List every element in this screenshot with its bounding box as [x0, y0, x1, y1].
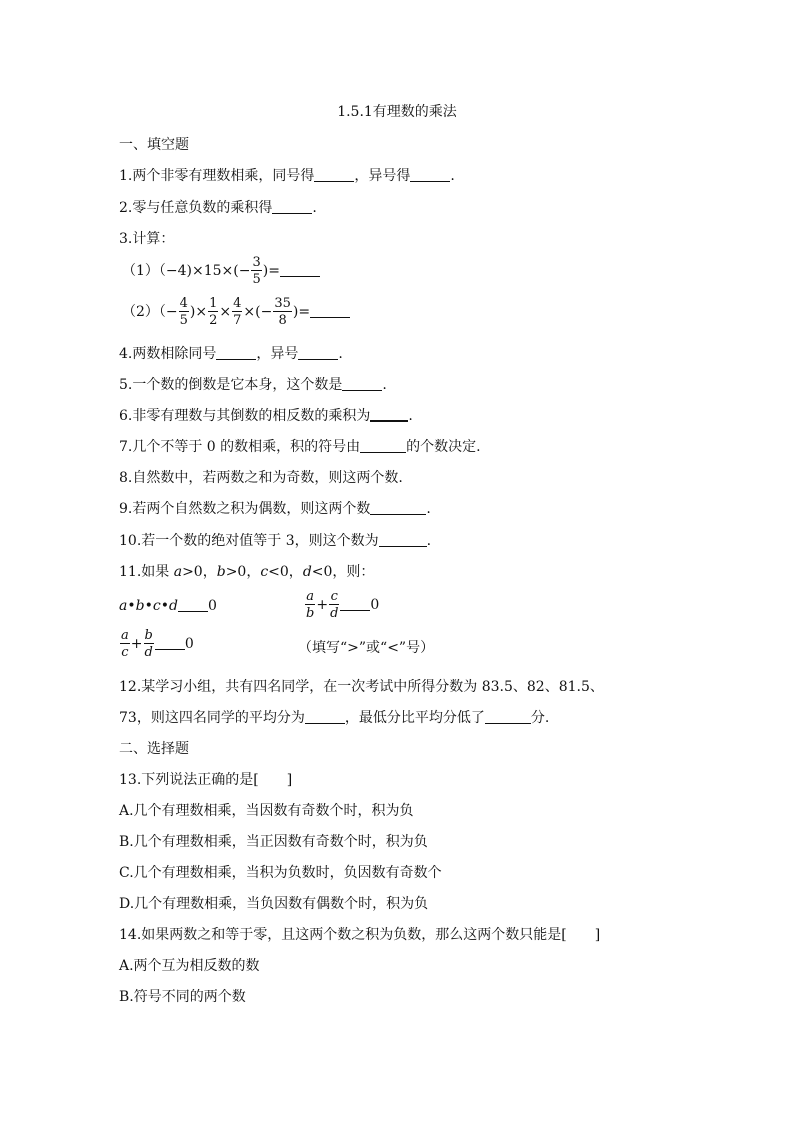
expression-text: 0 [370, 597, 380, 613]
expression-text: × [219, 304, 232, 320]
answer-blank[interactable] [216, 345, 256, 360]
question-3: 3.计算： [119, 231, 175, 247]
fraction [179, 297, 189, 327]
question-text: <0，则： [311, 564, 375, 580]
question-14: 14.如果两数之和等于零，且这两个数之积为负数，那么这两个数只能是[ ] [119, 927, 601, 943]
question-text: . [382, 377, 387, 393]
question-12-line-2 [119, 707, 549, 727]
dot: • [127, 598, 136, 614]
question-10 [119, 530, 431, 550]
expression-text: （2）（− [122, 304, 178, 320]
question-text: 2.零与任意负数的乘积得 [119, 200, 273, 216]
question-9 [119, 498, 431, 518]
answer-blank[interactable] [305, 709, 345, 724]
answer-blank[interactable] [379, 532, 427, 547]
fraction [232, 297, 242, 327]
question-text: ，异号得 [354, 168, 411, 184]
question-text: <0， [268, 564, 303, 580]
instruction-hint: （填写“>”或“<”号） [298, 640, 435, 656]
expression-text: 0 [207, 598, 217, 614]
question-text: 7.几个不等于 0 的数相乘，积的符号由 [119, 439, 361, 455]
numerator: 3 [252, 255, 261, 270]
answer-blank[interactable] [410, 167, 450, 182]
variable: a [173, 564, 183, 580]
question-text: . [450, 168, 455, 184]
question-text: ，最低分比平均分低了 [344, 710, 485, 726]
question-text: >0， [225, 564, 261, 580]
fraction [120, 629, 130, 659]
question-5 [119, 374, 387, 394]
answer-blank[interactable] [370, 406, 408, 422]
denominator: 5 [252, 272, 261, 287]
expression-text: )= [292, 304, 311, 320]
question-12-line-1: 12.某学习小组，共有四名同学，在一次考试中所得分数为 83.5、82、81.5、 [119, 679, 604, 695]
variable: d [302, 564, 312, 580]
question-text: 11.如果 [119, 564, 174, 580]
answer-blank[interactable] [314, 167, 354, 182]
question-text: 9.若两个自然数之积为偶数，则这两个数 [119, 501, 371, 517]
answer-blank[interactable] [340, 596, 370, 611]
question-2 [119, 197, 317, 217]
fraction [273, 297, 292, 327]
variable: a [119, 598, 128, 614]
question-text: . [312, 200, 317, 216]
numerator: 35 [274, 296, 291, 311]
variable: b [216, 564, 226, 580]
numerator: a [121, 628, 129, 643]
question-text: . [426, 533, 432, 549]
numerator: b [144, 628, 153, 643]
question-text: . [338, 346, 343, 362]
question-1 [119, 165, 455, 185]
answer-blank[interactable] [298, 345, 338, 360]
answer-blank[interactable] [310, 303, 350, 318]
variable: d [168, 598, 178, 614]
answer-blank[interactable] [342, 376, 382, 391]
dot: • [144, 598, 153, 614]
section-heading-choice: 二、选择题 [119, 741, 189, 757]
denominator: c [121, 645, 129, 660]
question-text: 73，则这四名同学的平均分为 [119, 710, 305, 726]
answer-blank[interactable] [178, 597, 208, 612]
question-3-part-1 [122, 256, 320, 286]
fraction [251, 256, 261, 286]
numerator: c [330, 589, 338, 604]
question-text: >0， [182, 564, 217, 580]
option-14-b[interactable]: B.符号不同的两个数 [119, 989, 246, 1005]
expression-text: 0 [184, 636, 194, 652]
fraction [144, 629, 154, 659]
denominator: 5 [179, 313, 188, 328]
answer-blank[interactable] [155, 635, 185, 650]
answer-blank[interactable] [360, 438, 406, 453]
denominator: 7 [233, 313, 242, 328]
variable: c [260, 564, 269, 580]
fraction [305, 590, 315, 620]
option-13-a[interactable]: A.几个有理数相乘，当因数有奇数个时，积为负 [119, 803, 414, 819]
question-7 [119, 436, 481, 456]
question-13: 13.下列说法正确的是[ ] [119, 772, 293, 788]
question-4 [119, 343, 343, 363]
question-11-expression-1 [119, 597, 217, 614]
variable: b [135, 598, 145, 614]
option-13-c[interactable]: C.几个有理数相乘，当积为负数时，负因数有奇数个 [119, 865, 442, 881]
question-text: 6.非零有理数与其倒数的相反数的乘积为 [119, 408, 371, 424]
question-6 [119, 405, 413, 425]
denominator: d [144, 645, 153, 660]
numerator: 1 [209, 296, 218, 311]
question-text: ，异号 [256, 346, 299, 362]
numerator: a [306, 589, 315, 604]
fraction [208, 297, 218, 327]
question-text: 4.两数相除同号 [119, 346, 217, 362]
question-text: 10.若一个数的绝对值等于 3，则这个数为 [119, 533, 379, 549]
numerator: 4 [179, 296, 188, 311]
plus-sign: + [316, 597, 329, 613]
question-3-part-2 [122, 297, 350, 327]
question-11-expression-3 [119, 629, 194, 659]
option-14-a[interactable]: A.两个互为相反数的数 [119, 958, 260, 974]
numerator: 4 [233, 296, 242, 311]
expression-text: )= [262, 263, 280, 279]
expression-text: （1）（−4)×15×(− [122, 263, 251, 279]
question-11-expression-2 [304, 590, 379, 620]
denominator: b [306, 606, 315, 621]
option-13-b[interactable]: B.几个有理数相乘，当正因数有奇数个时，积为负 [119, 834, 428, 850]
expression-text: ×(− [243, 304, 273, 320]
question-8: 8.自然数中，若两数之和为奇数，则这两个数. [119, 470, 403, 486]
question-text: 1.两个非零有理数相乘，同号得 [119, 168, 315, 184]
option-13-d[interactable]: D.几个有理数相乘，当负因数有偶数个时，积为负 [119, 896, 429, 912]
dot: • [160, 598, 169, 614]
denominator: 8 [278, 313, 287, 328]
answer-blank[interactable] [272, 199, 312, 214]
question-11 [119, 561, 374, 581]
question-text: . [426, 501, 431, 517]
section-heading-fill-blank: 一、填空题 [119, 137, 189, 153]
answer-blank[interactable] [485, 709, 531, 724]
question-text: 的个数决定. [406, 439, 481, 455]
page-title: 1.5.1有理数的乘法 [337, 104, 457, 120]
expression-text: )× [189, 304, 208, 320]
question-text: 5.一个数的倒数是它本身，这个数是 [119, 377, 343, 393]
question-text: . [408, 408, 413, 424]
variable: c [152, 598, 161, 614]
fraction [329, 590, 339, 620]
answer-blank[interactable] [280, 262, 320, 277]
question-text: 分. [530, 710, 550, 726]
plus-sign: + [130, 636, 143, 652]
denominator: 2 [209, 313, 218, 328]
denominator: d [330, 606, 339, 621]
answer-blank[interactable] [370, 500, 426, 515]
